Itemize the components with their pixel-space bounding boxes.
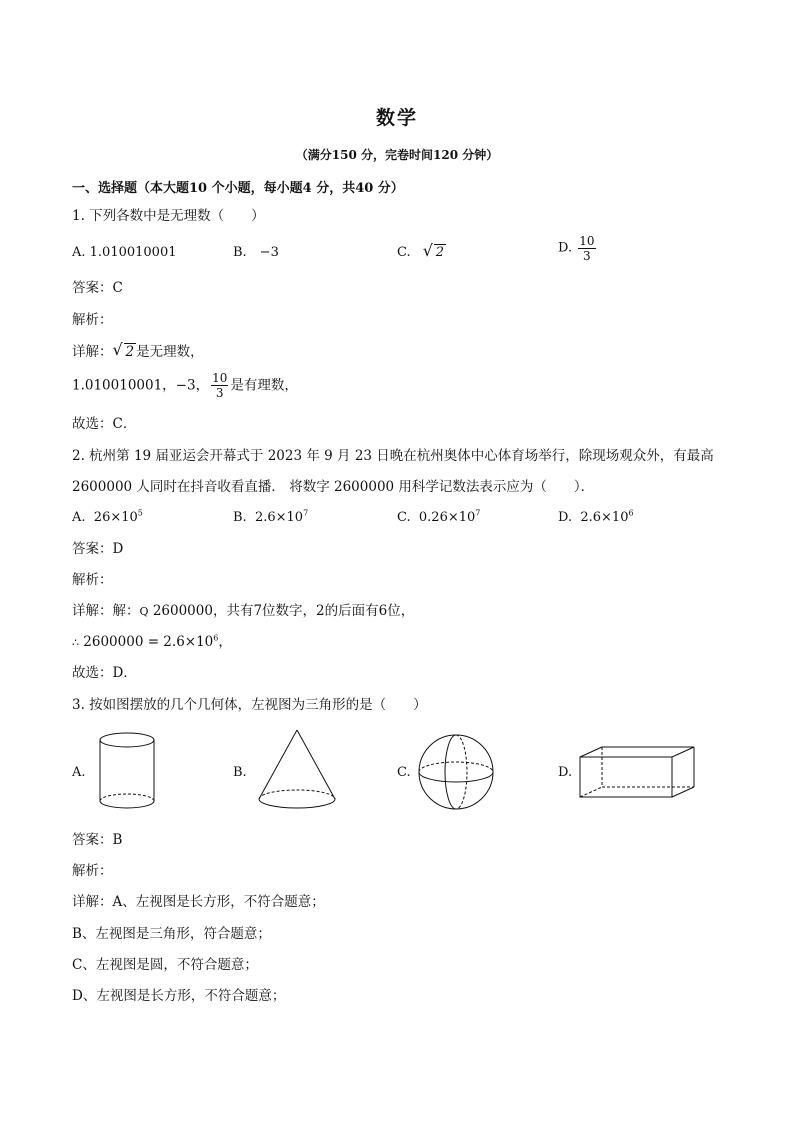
q1-option-d bbox=[558, 234, 598, 263]
detail-radicand: 2 bbox=[125, 344, 135, 360]
q2-option-c bbox=[397, 509, 480, 527]
detail-head: 1.010010001，−3， bbox=[72, 377, 210, 394]
fraction-numerator: 10 bbox=[579, 234, 595, 248]
detail-tail: 是有理数， bbox=[230, 377, 298, 394]
q2-option-d bbox=[558, 509, 634, 527]
q1-analysis-label: 解析： bbox=[72, 312, 113, 328]
q3-detail-d: D、左视图是长方形，不符合题意； bbox=[72, 988, 286, 1004]
q3-stem: 3. 按如图摆放的几个几何体，左视图为三角形的是（ ） bbox=[72, 697, 427, 713]
option-label: B. bbox=[233, 510, 247, 525]
q1-option-a: A. 1.010010001 bbox=[72, 245, 177, 260]
q1-detail-fraction bbox=[211, 371, 228, 400]
option-label: D. bbox=[558, 510, 573, 525]
sqrt-symbol: √ 2 bbox=[112, 340, 135, 360]
detail-tail: 是无理数， bbox=[136, 344, 204, 360]
option-base: 0.26×10 bbox=[418, 510, 476, 525]
q3-option-c: C. bbox=[397, 765, 411, 780]
q1-detail-2 bbox=[72, 371, 298, 400]
because-mark: Q bbox=[139, 605, 149, 618]
option-base: 2.6×10 bbox=[254, 510, 304, 525]
q3-detail-a: 详解：A、左视图是长方形，不符合题意； bbox=[72, 894, 325, 910]
q1-stem: 1. 下列各数中是无理数（ ） bbox=[72, 208, 265, 224]
cylinder-figure bbox=[92, 730, 162, 814]
q3-answer: 答案：B bbox=[72, 832, 123, 848]
q1-detail-1 bbox=[72, 340, 204, 361]
q2-answer: 答案：D bbox=[72, 541, 124, 557]
option-label: C. bbox=[397, 510, 411, 525]
q2-choice: 故选：D． bbox=[72, 665, 137, 681]
option-exponent: 6 bbox=[628, 508, 634, 518]
q3-detail-c: C、左视图是圆，不符合题意； bbox=[72, 957, 258, 973]
detail-label: 详解： bbox=[72, 344, 113, 360]
page-title: 数学 bbox=[375, 107, 418, 129]
option-exponent: 7 bbox=[475, 508, 481, 518]
sphere-figure bbox=[416, 733, 496, 811]
q2-option-b bbox=[233, 509, 308, 527]
q1-choice: 故选：C． bbox=[72, 416, 137, 432]
fraction-denominator: 3 bbox=[583, 249, 591, 263]
option-base: 2.6×10 bbox=[580, 510, 629, 525]
detail-exponent: 6 bbox=[213, 633, 219, 643]
section-heading: 一、选择题（本大题10 个小题，每小题4 分，共40 分） bbox=[72, 181, 404, 196]
option-exponent: 5 bbox=[137, 508, 143, 518]
option-label: A. bbox=[72, 510, 86, 525]
q2-option-a bbox=[72, 509, 143, 527]
q1-option-d-fraction bbox=[578, 234, 595, 263]
q2-detail-1 bbox=[72, 602, 414, 621]
q2-stem-line-1: 2. 杭州第 19 届亚运会开幕式于 2023 年 9 月 23 日晚在杭州奥体中心体育场举行，除现场观众外，有最高 bbox=[72, 448, 714, 464]
q1-answer: 答案：C bbox=[72, 280, 123, 296]
q1-option-c-label: C. bbox=[397, 245, 411, 260]
q3-option-a: A. bbox=[72, 765, 86, 780]
option-base: 26×10 bbox=[93, 510, 138, 525]
detail-tail: 2600000，共有7位数字，2的后面有6位， bbox=[148, 603, 415, 619]
q1-option-b: B. −3 bbox=[233, 245, 279, 260]
cone-figure bbox=[254, 726, 340, 812]
q3-option-d: D. bbox=[558, 765, 573, 780]
therefore-mark: ∴ bbox=[72, 636, 79, 649]
q2-stem-line-2: 2600000 人同时在抖音收看直播． 将数字 2600000 用科学记数法表示应为（ ）． bbox=[72, 479, 595, 495]
sqrt-symbol: √ 2 bbox=[422, 241, 445, 260]
fraction-denominator: 3 bbox=[215, 386, 224, 400]
q3-option-b: B. bbox=[233, 765, 247, 780]
page-subtitle: （满分150 分，完卷时间120 分钟） bbox=[295, 148, 499, 162]
detail-tail: ， bbox=[218, 634, 232, 650]
q3-analysis-label: 解析： bbox=[72, 863, 113, 879]
option-exponent: 7 bbox=[303, 508, 309, 518]
detail-head: 详解：解： bbox=[72, 603, 140, 619]
q3-detail-b: B、左视图是三角形，符合题意； bbox=[72, 926, 271, 942]
q2-detail-2 bbox=[72, 633, 232, 652]
detail-equation: 2600000 = 2.6×10 bbox=[79, 634, 214, 650]
fraction-numerator: 10 bbox=[212, 371, 228, 385]
q1-option-c bbox=[397, 241, 446, 262]
q2-analysis-label: 解析： bbox=[72, 572, 113, 588]
cuboid-figure bbox=[576, 744, 698, 800]
q1-option-d-label: D. bbox=[558, 240, 573, 256]
q1-option-c-radicand: 2 bbox=[435, 245, 445, 260]
